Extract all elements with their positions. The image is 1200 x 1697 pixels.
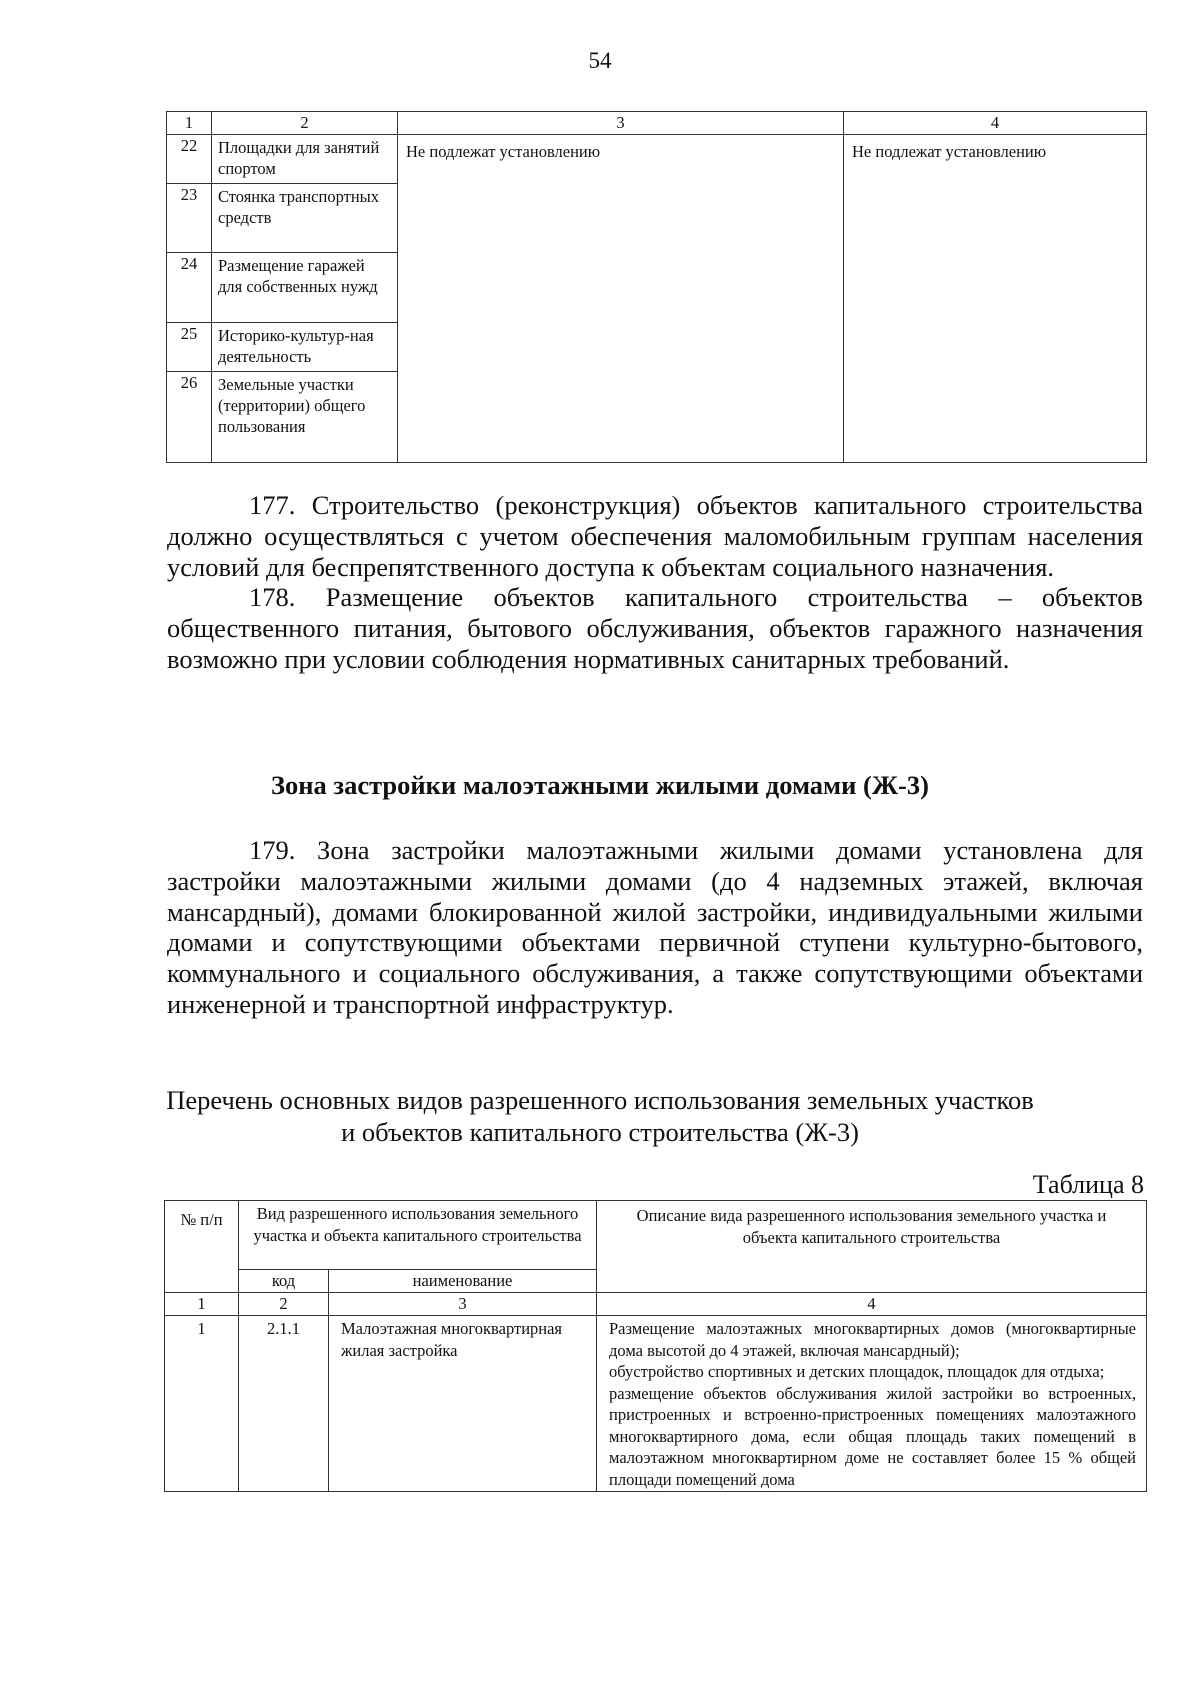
column-number: 4 [844, 112, 1147, 135]
restrictions-cell: Не подлежат установлению [844, 135, 1147, 463]
use-type-name: Историко-культур-ная деятельность [212, 323, 398, 372]
paragraphs-177-178 [167, 490, 1143, 675]
row-number: 26 [167, 372, 212, 463]
header-description: Описание вида разрешенного использования земельного участка и объекта капитального строительства [597, 1201, 1147, 1293]
paragraph-177: 177. Строительство (реконструкция) объектов капитального строительства должно осуществляться с учетом обеспечения маломобильным группам населения условий для беспрепятственного доступа к объектам социального назначения. [167, 490, 1143, 582]
paragraph-179-block [167, 835, 1143, 1020]
permitted-use-table [164, 1200, 1147, 1492]
column-number: 3 [398, 112, 844, 135]
page-number: 54 [588, 48, 612, 73]
description-line: размещение объектов обслуживания жилой застройки во встроенных, пристроенных и встроенно-пристроенных помещениях малоэтажного многоквартирного дома, если общая площадь таких помещений в малоэтажном многоквартирном доме не составляет более 15 % общей площади помещений дома [609, 1383, 1136, 1489]
table-caption [0, 1084, 1200, 1148]
column-number: 2 [239, 1293, 329, 1316]
row-number: 24 [167, 253, 212, 323]
paragraph-179: 179. Зона застройки малоэтажными жилыми домами установлена для застройки малоэтажными жилыми домами (до 4 надземных этажей, включая мансардный), домами блокированной жилой застройки, индивидуальными жилыми домами и сопутствующими объектами первичной ступени культурно-бытового, коммунального и социального обслуживания, а также сопутствующими объектами инженерной и транспортной инфраструктур. [167, 835, 1143, 1019]
column-number: 1 [165, 1293, 239, 1316]
table-label: Таблица 8 [1032, 1170, 1144, 1199]
use-description [597, 1316, 1147, 1492]
caption-line: Перечень основных видов разрешенного использования земельных участков [166, 1085, 1034, 1115]
use-code: 2.1.1 [239, 1316, 329, 1492]
header-name: наименование [329, 1270, 597, 1293]
row-number: 1 [165, 1316, 239, 1492]
header-use-type: Вид разрешенного использования земельного участка и объекта капитального строительства [239, 1201, 597, 1270]
use-type-name: Земельные участки (территории) общего пользования [212, 372, 398, 463]
header-number: № п/п [165, 1201, 239, 1293]
description-line: обустройство спортивных и детских площадок, площадок для отдыха; [609, 1362, 1105, 1381]
header-code: код [239, 1270, 329, 1293]
row-number: 25 [167, 323, 212, 372]
table-column-numbers [165, 1293, 1147, 1316]
caption-line: и объектов капитального строительства (Ж-3) [341, 1117, 859, 1147]
table-header-row [165, 1201, 1147, 1270]
table-row [165, 1316, 1147, 1492]
column-number: 2 [212, 112, 398, 135]
use-type-name: Площадки для занятий спортом [212, 135, 398, 184]
column-number: 4 [597, 1293, 1147, 1316]
description-line: Размещение малоэтажных многоквартирных домов (многоквартирные дома высотой до 4 этажей, включая мансардный); [609, 1319, 1136, 1360]
zone-heading: Зона застройки малоэтажными жилыми домами (Ж-3) [271, 770, 929, 800]
row-number: 22 [167, 135, 212, 184]
table-header-row [167, 112, 1147, 135]
column-number: 3 [329, 1293, 597, 1316]
table-row [167, 135, 1147, 184]
use-name: Малоэтажная многоквартирная жилая застройка [329, 1316, 597, 1492]
column-number: 1 [167, 112, 212, 135]
parameters-cell: Не подлежат установлению [398, 135, 844, 463]
use-type-name: Стоянка транспортных средств [212, 184, 398, 253]
use-type-name: Размещение гаражей для собственных нужд [212, 253, 398, 323]
zone-table-continuation [166, 111, 1147, 463]
paragraph-178: 178. Размещение объектов капитального строительства – объектов общественного питания, бытового обслуживания, объектов гаражного назначения возможно при условии соблюдения нормативных санитарных требований. [167, 582, 1143, 674]
row-number: 23 [167, 184, 212, 253]
